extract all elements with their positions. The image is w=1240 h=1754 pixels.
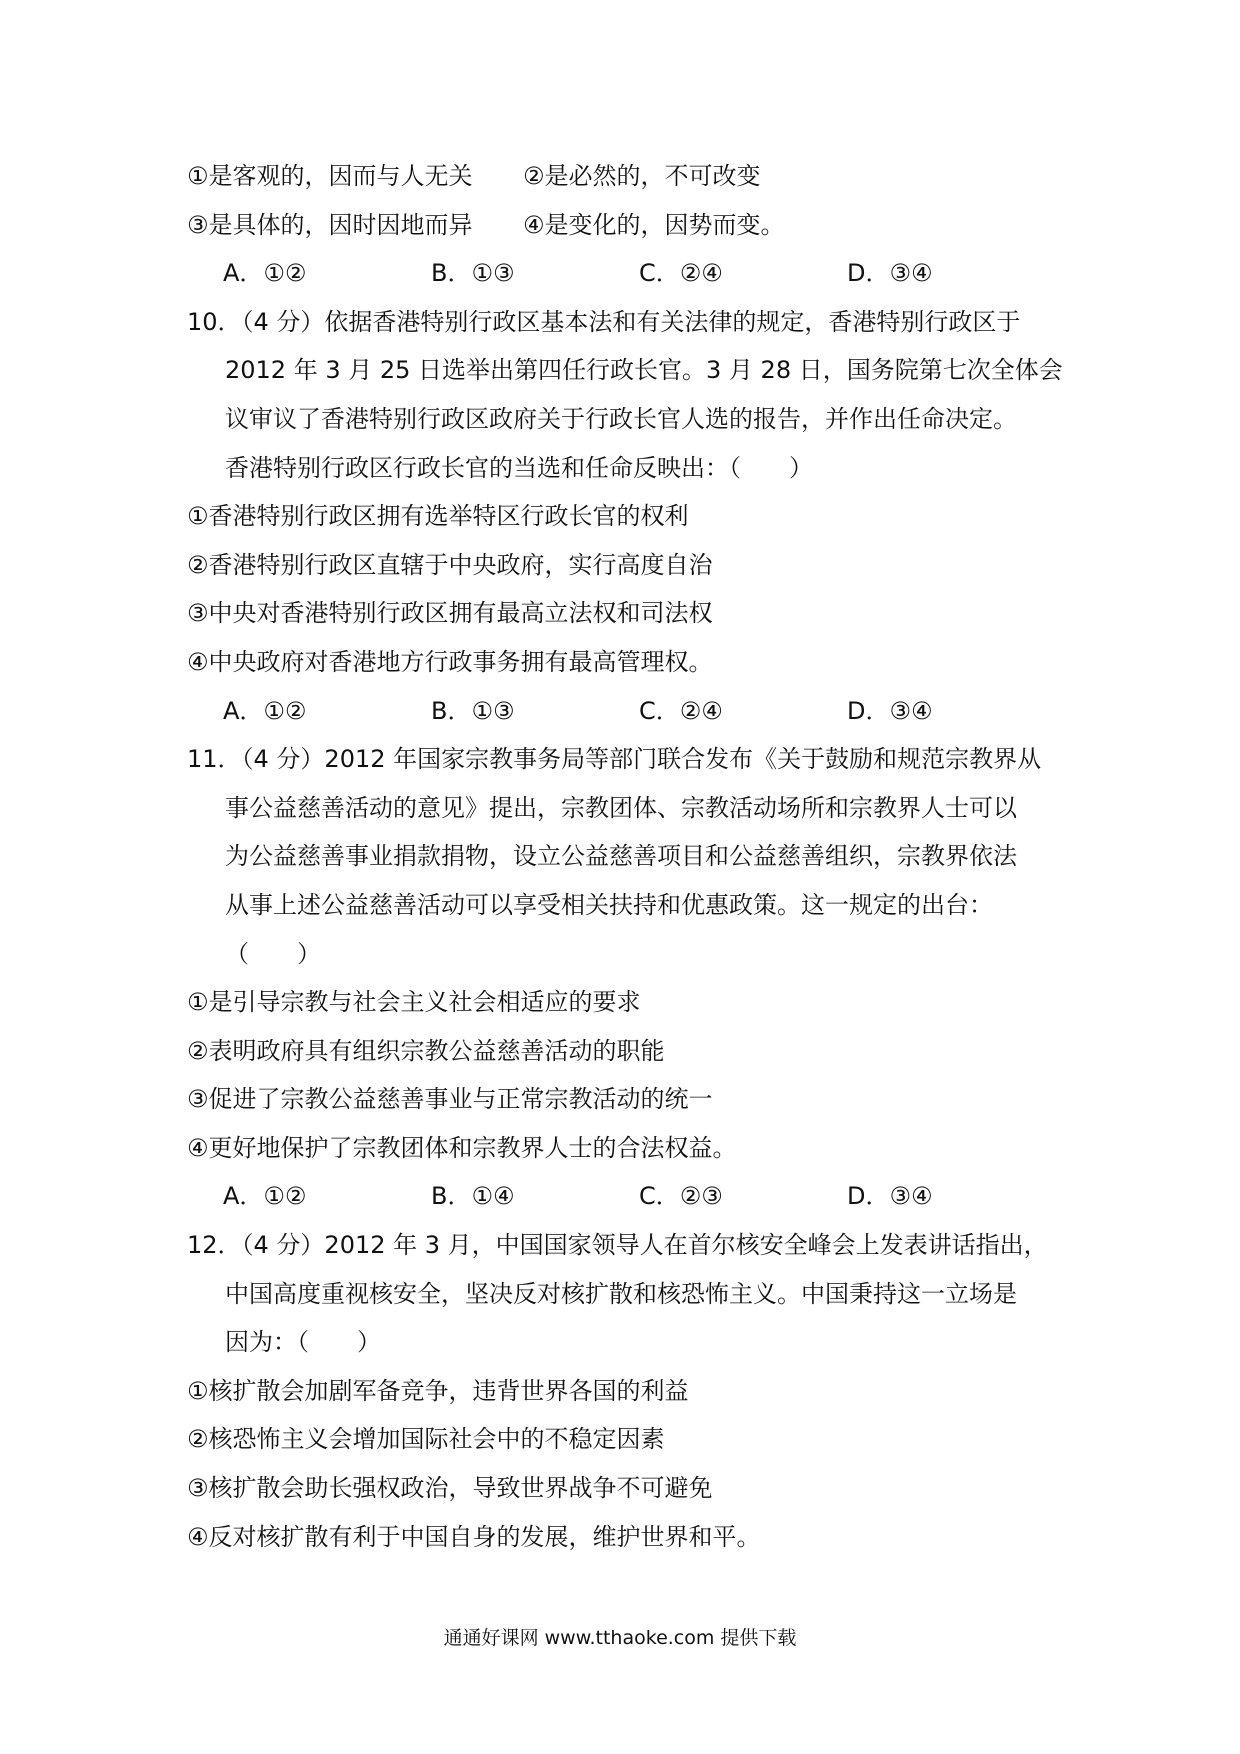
q12-stem-line-2: 中国高度重视核安全，坚决反对核扩散和核恐怖主义。中国秉持这一立场是 — [225, 1279, 1017, 1308]
q12-stem-line-3: 因为：（ ） — [225, 1328, 381, 1357]
q11-option-4: ④更好地保护了宗教团体和宗教界人士的合法权益。 — [187, 1133, 737, 1162]
q11-choice-b: B．①④ — [431, 1182, 515, 1211]
q10-choice-b: B．①③ — [431, 696, 515, 725]
q10-option-1: ①香港特别行政区拥有选举特区行政长官的权利 — [187, 502, 689, 531]
q11-option-1: ①是引导宗教与社会主义社会相适应的要求 — [187, 988, 641, 1017]
q10-stem-line-3: 议审议了香港特别行政区政府关于行政长官人选的报告，并作出任命决定。 — [225, 404, 1017, 433]
q10-choice-a: A．①② — [223, 696, 307, 725]
q12-option-1: ①核扩散会加剧军备竞争，违背世界各国的利益 — [187, 1376, 689, 1405]
q10-choice-d: D．③④ — [847, 696, 933, 725]
q11-stem-line-2: 事公益慈善活动的意见》提出，宗教团体、宗教活动场所和宗教界人士可以 — [225, 793, 1017, 822]
q10-stem-line-2: 2012 年 3 月 25 日选举出第四任行政长官。3 月 28 日，国务院第七次全体会 — [225, 356, 1063, 385]
q9-option-2: ②是必然的，不可改变 — [523, 162, 761, 190]
q10-option-2: ②香港特别行政区直辖于中央政府，实行高度自治 — [187, 550, 713, 579]
q12-stem-line-1: 12．（4 分）2012 年 3 月，中国国家领导人在首尔核安全峰会上发表讲话指出， — [187, 1231, 1048, 1260]
q11-option-3: ③促进了宗教公益慈善事业与正常宗教活动的统一 — [187, 1085, 713, 1114]
q10-stem-line-4: 香港特别行政区行政长官的当选和任命反映出：（ ） — [225, 453, 813, 482]
q9-choice-c: C．②④ — [639, 259, 723, 288]
page-content — [187, 152, 1067, 1561]
q9-option-4: ④是变化的，因势而变。 — [523, 210, 785, 239]
q9-options-row-1 — [187, 152, 1067, 201]
q11-choice-a: A．①② — [223, 1182, 307, 1211]
q9-option-1: ①是客观的，因而与人无关 — [187, 162, 473, 190]
q10-answer-choices — [187, 687, 1067, 736]
q11-option-2: ②表明政府具有组织宗教公益慈善活动的职能 — [187, 1036, 665, 1065]
q10-choice-c: C．②④ — [639, 696, 723, 725]
q10-stem-line-1: 10．（4 分）依据香港特别行政区基本法和有关法律的规定，香港特别行政区于 — [187, 307, 1021, 336]
q9-options-row-2 — [187, 201, 1067, 250]
q11-choice-c: C．②③ — [639, 1182, 723, 1211]
q9-choice-d: D．③④ — [847, 259, 933, 288]
q12-option-2: ②核恐怖主义会增加国际社会中的不稳定因素 — [187, 1425, 665, 1454]
q11-stem-line-3: 为公益慈善事业捐款捐物，设立公益慈善项目和公益慈善组织，宗教界依法 — [225, 842, 1017, 871]
q12-option-3: ③核扩散会助长强权政治，导致世界战争不可避免 — [187, 1474, 713, 1503]
q12-option-4: ④反对核扩散有利于中国自身的发展，维护世界和平。 — [187, 1522, 761, 1551]
q11-choice-d: D．③④ — [847, 1182, 933, 1211]
q10-option-4: ④中央政府对香港地方行政事务拥有最高管理权。 — [187, 647, 713, 676]
q11-stem-line-4: 从事上述公益慈善活动可以享受相关扶持和优惠政策。这一规定的出台： — [225, 890, 993, 919]
q10-option-3: ③中央对香港特别行政区拥有最高立法权和司法权 — [187, 599, 713, 628]
q11-stem-line-5: （ ） — [225, 939, 321, 968]
q9-answer-choices — [187, 249, 1067, 298]
q9-option-3: ③是具体的，因时因地而异 — [187, 210, 473, 239]
page-footer: 通通好课网 www.tthaoke.com 提供下载 — [443, 1627, 797, 1649]
q11-answer-choices — [187, 1172, 1067, 1221]
q9-choice-b: B．①③ — [431, 259, 515, 288]
q11-stem-line-1: 11．（4 分）2012 年国家宗教事务局等部门联合发布《关于鼓励和规范宗教界从 — [187, 745, 1042, 774]
q9-choice-a: A．①② — [223, 259, 307, 288]
